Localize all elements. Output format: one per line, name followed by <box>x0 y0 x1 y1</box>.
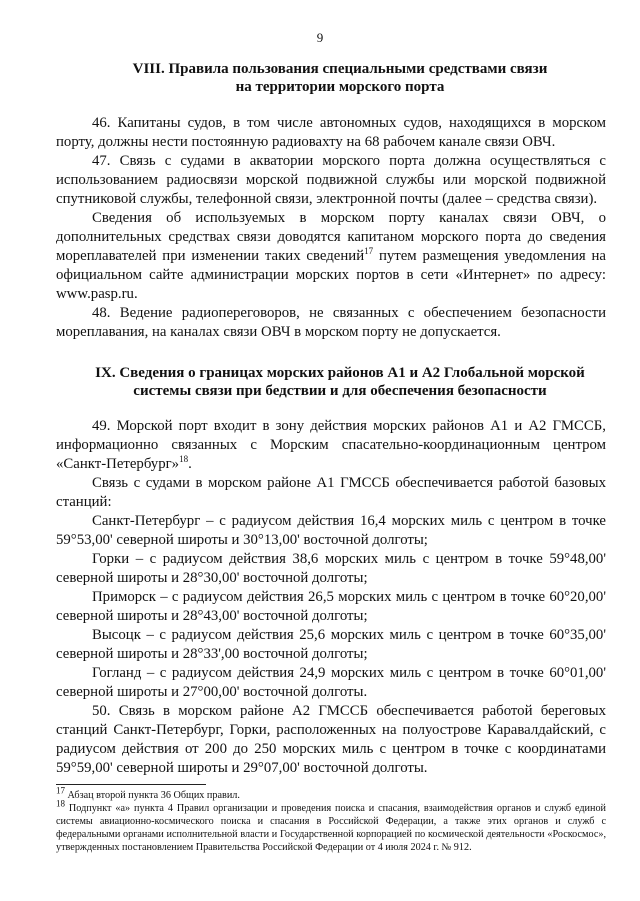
station-saint-petersburg: Санкт-Петербург – с радиусом действия 16,4 морских миль с центром в точке 59°53,00' северной широты и 30°13,00' восточной долготы; <box>56 513 606 548</box>
page-number: 9 <box>316 30 324 45</box>
section-9-heading <box>80 364 600 400</box>
station-gogland: Гогланд – с радиусом действия 24,9 морских миль с центром в точке 60°01,00' северной широты и 27°00,00' восточной долготы. <box>56 665 606 700</box>
footnote-ref-17: 17 <box>364 246 374 257</box>
footnote-17 <box>56 785 606 802</box>
paragraph-47-info <box>56 209 606 304</box>
section-8-title-line-1: VIII. Правила пользования специальными средствами связи <box>132 61 548 77</box>
section-8-title-line-2: на территории морского порта <box>235 79 445 95</box>
paragraph-48: 48. Ведение радиопереговоров, не связанных с обеспечением безопасности мореплавания, на каналах связи ОВЧ в морском порту не допускается. <box>56 305 606 340</box>
paragraph-47-info-text-2: путем размещения уведомления на официальном сайте администрации морских портов в сети «Интернет» по адресу: www.pasp.ru. <box>56 248 606 302</box>
paragraph-46: 46. Капитаны судов, в том числе автономных судов, находящихся в морском порту, должны нести постоянную радиовахту на 68 рабочем канале связи ОВЧ. <box>56 115 606 150</box>
footnote-17-mark: 17 <box>56 785 65 796</box>
paragraph-49-text-2: . <box>188 456 192 472</box>
footnote-18-text: Подпункт «а» пункта 4 Правил организации и проведения поиска и спасания, взаимодействия органов и служб единой системы авиационно-космического поиска и спасания в Российской Федерации, а также этих органов и служб с федеральными органами исполнительной власти и Государственной корпорацией по космической деятельности «Роскосмос», утвержденных постановлением Правительства Российской Федерации от 4 июля 2024 г. № 912. <box>56 803 606 853</box>
section-8-body <box>56 114 606 342</box>
paragraph-49-text-1: 49. Морской порт входит в зону действия морских районов А1 и А2 ГМССБ, информационно связанных с Морским спасательно-координационным центром «Санкт-Петербург» <box>56 418 606 472</box>
section-9-title-line-1: IX. Сведения о границах морских районов А1 и А2 Глобальной морской <box>95 365 585 381</box>
station-gorki: Горки – с радиусом действия 38,6 морских миль с центром в точке 59°48,00' северной широты и 28°30,00' восточной долготы; <box>56 551 606 586</box>
paragraph-49-stations-intro: Связь с судами в морском районе А1 ГМССБ обеспечивается работой базовых станций: <box>56 475 606 510</box>
footnote-18-mark: 18 <box>56 798 65 809</box>
footnotes <box>56 785 606 854</box>
footnote-separator <box>56 784 206 785</box>
paragraph-50: 50. Связь в морском районе А2 ГМССБ обеспечивается работой береговых станций Санкт-Петербург, Горки, расположенных на полуострове Каравалдайский, с радиусом действия от 200 до 250 морских миль с центром в точке с координатами 59°59,00' северной широты и 29°07,00' восточной долготы. <box>56 703 606 776</box>
section-9-body <box>56 417 606 778</box>
station-vysotsk: Высоцк – с радиусом действия 25,6 морских миль с центром в точке 60°35,00' северной широты и 28°33',00 восточной долготы; <box>56 627 606 662</box>
paragraph-47-info-text-1: Сведения об используемых в морском порту каналах связи ОВЧ, о дополнительных средствах связи доводятся капитаном морского порта до сведения мореплавателей при изменении таких сведений <box>56 210 606 264</box>
station-primorsk: Приморск – с радиусом действия 26,5 морских миль с центром в точке 60°20,00' северной широты и 28°43,00' восточной долготы; <box>56 589 606 624</box>
paragraph-47: 47. Связь с судами в акватории морского порта должна осуществляться с использованием радиосвязи морской подвижной службы или морской подвижной спутниковой службы, телефонной связи, электронной почты (далее – средства связи). <box>56 153 606 207</box>
paragraph-49 <box>56 417 606 474</box>
footnote-18 <box>56 798 606 854</box>
section-9-title-line-2: системы связи при бедствии и для обеспечения безопасности <box>133 383 547 399</box>
footnote-17-text: Абзац второй пункта 36 Общих правил. <box>65 790 240 801</box>
footnote-ref-18: 18 <box>179 454 189 465</box>
section-8-heading <box>80 60 600 96</box>
